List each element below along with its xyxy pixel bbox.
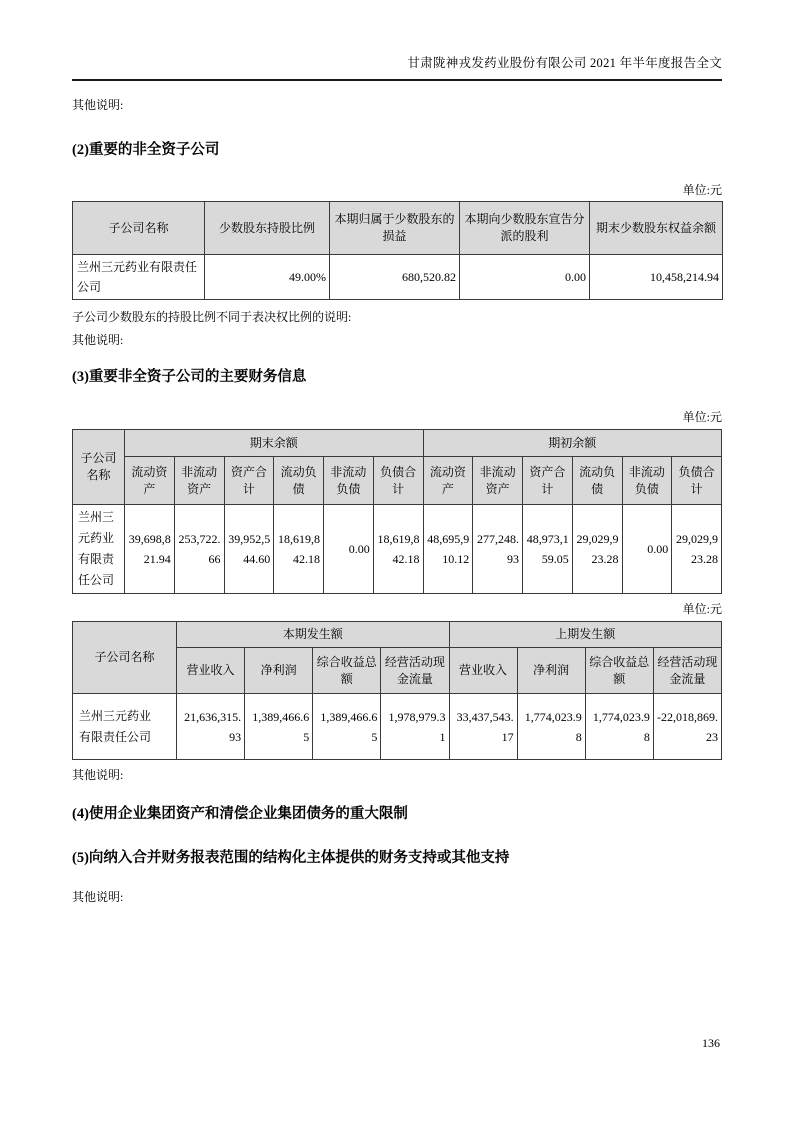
section-4-title: (4)使用企业集团资产和清偿企业集团债务的重大限制 bbox=[72, 806, 408, 822]
table-header-cell: 流动资产 bbox=[423, 457, 473, 505]
table-cell: 48,695,910.12 bbox=[423, 505, 473, 594]
table-header-cell: 流动负债 bbox=[274, 457, 324, 505]
table-header-cell: 子公司名称 bbox=[73, 430, 125, 505]
table-cell: 10,458,214.94 bbox=[590, 255, 723, 300]
table-header-cell: 负债合计 bbox=[373, 457, 423, 505]
table-row bbox=[73, 505, 722, 594]
table-cell: 1,774,023.98 bbox=[585, 694, 653, 760]
table-cell: 680,520.82 bbox=[330, 255, 460, 300]
group-header-ending-balance: 期末余额 bbox=[125, 430, 424, 457]
table-cell: 39,952,544.60 bbox=[224, 505, 274, 594]
table-cell: 21,636,315.93 bbox=[177, 694, 245, 760]
group-header-beginning-balance: 期初余额 bbox=[423, 430, 722, 457]
table-cell: 39,698,821.94 bbox=[125, 505, 175, 594]
table-cell: 0.00 bbox=[460, 255, 590, 300]
table-cell: 29,029,923.28 bbox=[672, 505, 722, 594]
table-header-cell: 资产合计 bbox=[224, 457, 274, 505]
table-header-cell: 非流动负债 bbox=[324, 457, 374, 505]
table-header-cell: 流动负债 bbox=[572, 457, 622, 505]
table-header-cell: 负债合计 bbox=[672, 457, 722, 505]
other-note-bottom: 其他说明: bbox=[72, 890, 124, 904]
table-header-cell: 综合收益总额 bbox=[585, 648, 653, 694]
table-header-cell: 营业收入 bbox=[177, 648, 245, 694]
section-2-title: (2)重要的非全资子公司 bbox=[72, 142, 220, 158]
subsidiary-name-cell: 兰州三元药业有限责任公司 bbox=[73, 505, 125, 594]
table-cell: 33,437,543.17 bbox=[449, 694, 517, 760]
group-header-prior-period: 上期发生额 bbox=[449, 622, 722, 648]
section-3-title: (3)重要非全资子公司的主要财务信息 bbox=[72, 369, 307, 385]
table-cell: 0.00 bbox=[622, 505, 672, 594]
table-header-cell: 净利润 bbox=[245, 648, 313, 694]
section-5-title: (5)向纳入合并财务报表范围的结构化主体提供的财务支持或其他支持 bbox=[72, 850, 510, 866]
table-cell: 1,389,466.65 bbox=[245, 694, 313, 760]
table-header-cell: 非流动资产 bbox=[174, 457, 224, 505]
table-cell: 277,248.93 bbox=[473, 505, 523, 594]
table-header-cell: 综合收益总额 bbox=[313, 648, 381, 694]
table-cell: 1,389,466.65 bbox=[313, 694, 381, 760]
other-note-after-t1: 其他说明: bbox=[72, 333, 124, 347]
table-cell: 18,619,842.18 bbox=[274, 505, 324, 594]
other-note-after-t3: 其他说明: bbox=[72, 768, 124, 782]
table-cell: 253,722.66 bbox=[174, 505, 224, 594]
page-number: 136 bbox=[702, 1036, 720, 1050]
table-cell: 0.00 bbox=[324, 505, 374, 594]
table-header-cell: 经营活动现金流量 bbox=[381, 648, 449, 694]
table-row bbox=[73, 694, 722, 760]
table-cell: -22,018,869.23 bbox=[653, 694, 721, 760]
subsidiary-name-cell: 兰州三元药业有限责任公司 bbox=[73, 255, 205, 300]
table-cell: 49.00% bbox=[205, 255, 330, 300]
table-header-cell: 期末少数股东权益余额 bbox=[590, 202, 723, 255]
table-header-cell: 经营活动现金流量 bbox=[653, 648, 721, 694]
table-header-cell: 资产合计 bbox=[523, 457, 573, 505]
table-header-cell: 本期向少数股东宣告分派的股利 bbox=[460, 202, 590, 255]
table-header-cell: 少数股东持股比例 bbox=[205, 202, 330, 255]
table-cell: 29,029,923.28 bbox=[572, 505, 622, 594]
table-header-cell: 净利润 bbox=[517, 648, 585, 694]
balance-sheet-summary-table bbox=[72, 429, 722, 594]
non-wholly-owned-subsidiary-table bbox=[72, 201, 723, 300]
voting-ratio-note: 子公司少数股东的持股比例不同于表决权比例的说明: bbox=[72, 310, 352, 324]
table-header-cell: 本期归属于少数股东的损益 bbox=[330, 202, 460, 255]
table-header-cell: 子公司名称 bbox=[73, 622, 177, 694]
unit-label-2: 单位:元 bbox=[682, 410, 722, 424]
other-note-top: 其他说明: bbox=[72, 98, 124, 112]
group-header-current-period: 本期发生额 bbox=[177, 622, 450, 648]
table-cell: 18,619,842.18 bbox=[373, 505, 423, 594]
subsidiary-name-cell: 兰州三元药业有限责任公司 bbox=[73, 694, 177, 760]
table-cell: 1,978,979.31 bbox=[381, 694, 449, 760]
table-header-cell: 子公司名称 bbox=[73, 202, 205, 255]
unit-label-3: 单位:元 bbox=[682, 602, 722, 616]
table-cell: 48,973,159.05 bbox=[523, 505, 573, 594]
table-header-cell: 非流动资产 bbox=[473, 457, 523, 505]
document-header-title: 甘肃陇神戎发药业股份有限公司 2021 年半年度报告全文 bbox=[72, 54, 722, 81]
table-header-cell: 营业收入 bbox=[449, 648, 517, 694]
table-cell: 1,774,023.98 bbox=[517, 694, 585, 760]
table-header-cell: 流动资产 bbox=[125, 457, 175, 505]
income-cashflow-summary-table bbox=[72, 621, 722, 760]
table-row bbox=[73, 255, 723, 300]
unit-label-1: 单位:元 bbox=[682, 183, 722, 197]
table-header-cell: 非流动负债 bbox=[622, 457, 672, 505]
